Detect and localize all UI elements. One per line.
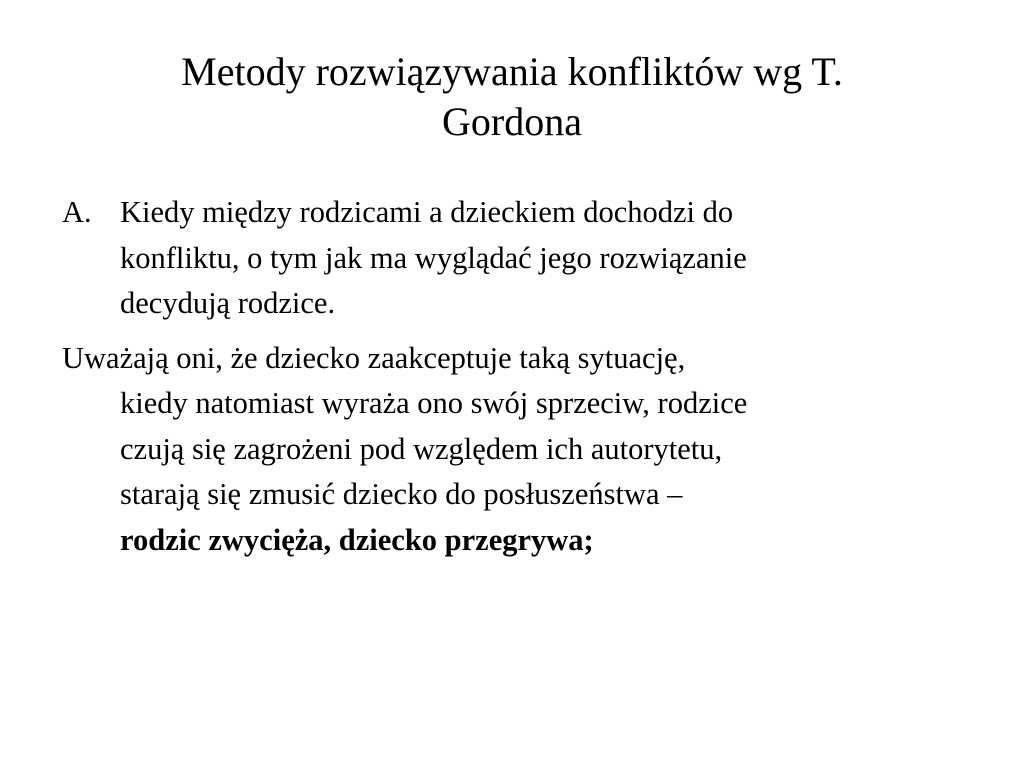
item-a-line-1: Kiedy między rodzicami a dzieckiem dochodzi do — [120, 195, 734, 229]
title-line-2: Gordona — [442, 99, 582, 144]
item-a-line-3: decydują rodzice. — [120, 286, 336, 320]
paragraph-bold-conclusion: rodzic zwycięża, dziecko przegrywa; — [120, 522, 594, 557]
slide-title — [112, 47, 912, 147]
list-marker-a: A. — [62, 195, 92, 229]
paragraph-line-4: starają się zmusić dziecko do posłuszeństwa – — [120, 477, 683, 511]
slide-body — [62, 190, 962, 563]
item-a-line-2: konfliktu, o tym jak ma wyglądać jego rozwiązanie — [120, 240, 747, 275]
list-item-a — [62, 190, 962, 327]
paragraph-line-3: czują się zagrożeni pod względem ich autorytetu, — [120, 431, 723, 466]
paragraph-line-1: Uważają oni, że dziecko zaakceptuje taką sytuację, — [62, 340, 686, 375]
title-line-1: Metody rozwiązywania konfliktów wg T. — [181, 49, 843, 94]
body-paragraph — [62, 336, 962, 564]
paragraph-line-2: kiedy natomiast wyraża ono swój sprzeciw, rodzice — [120, 386, 748, 420]
